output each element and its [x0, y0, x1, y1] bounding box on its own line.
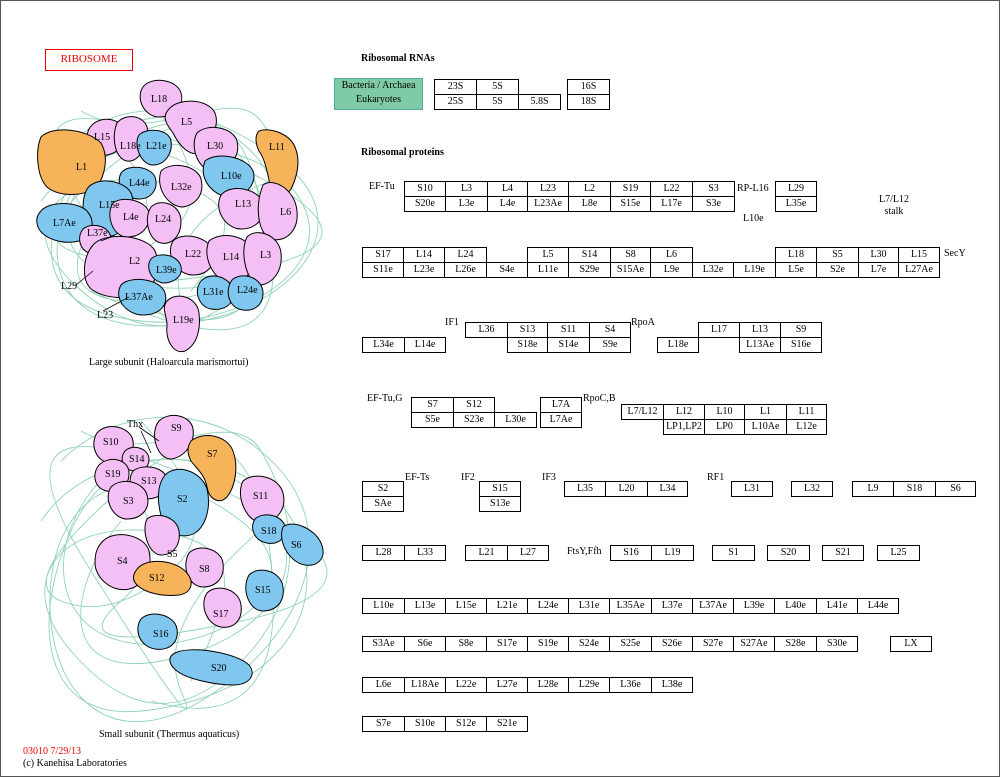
protein-l18e[interactable]: L18e [657, 337, 699, 353]
label-l15: L15 [94, 132, 111, 143]
protein-s30e[interactable]: S30e [816, 636, 858, 652]
protein-s17e[interactable]: S17e [486, 636, 528, 652]
protein-l4e[interactable]: L4e [487, 196, 528, 212]
protein-s6[interactable]: S6 [935, 481, 976, 497]
protein-l23ae[interactable]: L23Ae [527, 196, 569, 212]
label-if3: IF3 [542, 472, 556, 483]
small-subunit-caption: Small subunit (Thermus aquaticus) [99, 729, 240, 740]
label-if1: IF1 [445, 317, 459, 328]
protein-l23[interactable]: L23 [527, 181, 569, 197]
protein-l2[interactable]: L2 [568, 181, 611, 197]
protein-l32e[interactable]: L32e [692, 262, 734, 278]
label-s3: S3 [123, 496, 134, 507]
label-ftsy-ffh: FtsY,Ffh [567, 546, 602, 557]
label-l13: L13 [235, 199, 252, 210]
protein-s9[interactable]: S9 [780, 322, 822, 338]
label-l24: L24 [155, 214, 172, 225]
protein-l21e[interactable]: L21e [486, 598, 528, 614]
protein-s18e[interactable]: S18e [507, 337, 548, 353]
protein-l3[interactable]: L3 [445, 181, 488, 197]
shape-s6 [282, 524, 323, 565]
protein-l18ae[interactable]: L18Ae [404, 677, 446, 693]
protein-s19e[interactable]: S19e [527, 636, 569, 652]
protein-s16[interactable]: S16 [610, 545, 652, 561]
protein-l29[interactable]: L29 [775, 181, 817, 197]
protein-l24[interactable]: L24 [444, 247, 487, 263]
shape-s9 [155, 415, 194, 459]
label-ef-tu: EF-Tu [369, 181, 395, 192]
protein-l28e[interactable]: L28e [527, 677, 569, 693]
protein-l27e[interactable]: L27e [486, 677, 528, 693]
label-s17: S17 [213, 609, 229, 620]
protein-l15[interactable]: L15 [898, 247, 940, 263]
label-s7: S7 [207, 449, 218, 460]
protein-l27ae[interactable]: L27Ae [898, 262, 940, 278]
label-l24e: L24e [237, 285, 258, 296]
label-s13: S13 [141, 476, 157, 487]
label-s9: S9 [171, 423, 182, 434]
protein-l22[interactable]: L22 [650, 181, 693, 197]
protein-l11e[interactable]: L11e [527, 262, 569, 278]
protein-l13e[interactable]: L13e [404, 598, 446, 614]
protein-l34[interactable]: L34 [647, 481, 688, 497]
protein-s3ae[interactable]: S3Ae [362, 636, 405, 652]
label-rpoc-b: RpoC,B [583, 393, 616, 404]
protein-l27[interactable]: L27 [507, 545, 549, 561]
protein-l38e[interactable]: L38e [651, 677, 693, 693]
protein-s7e[interactable]: S7e [362, 716, 405, 732]
label-l11: L11 [269, 142, 285, 153]
rna-5-8s[interactable]: 5.8S [518, 94, 561, 110]
protein-sae[interactable]: SAe [362, 496, 404, 512]
protein-l12e[interactable]: L12e [786, 419, 827, 435]
label-l37e: L37e [87, 228, 108, 239]
protein-l13ae[interactable]: L13Ae [739, 337, 781, 353]
label-thx: Thx [127, 419, 144, 430]
label-l10e: L10e [743, 213, 764, 224]
rna-5s-euk[interactable]: 5S [476, 94, 519, 110]
protein-l28[interactable]: L28 [362, 545, 405, 561]
protein-l3e[interactable]: L3e [445, 196, 488, 212]
label-s16: S16 [153, 629, 169, 640]
protein-s2e[interactable]: S2e [816, 262, 859, 278]
protein-l9e[interactable]: L9e [650, 262, 693, 278]
shape-s17 [204, 588, 241, 627]
protein-s9e[interactable]: S9e [589, 337, 631, 353]
protein-l17e[interactable]: L17e [650, 196, 693, 212]
map-code-date: 03010 7/29/13 [23, 746, 82, 757]
label-l14: L14 [223, 252, 240, 263]
rna-18s[interactable]: 18S [567, 94, 610, 110]
protein-l12[interactable]: L12 [663, 404, 705, 420]
label-l2: L2 [129, 256, 141, 267]
protein-s18[interactable]: S18 [893, 481, 936, 497]
protein-s19[interactable]: S19 [610, 181, 651, 197]
protein-l37e[interactable]: L37e [651, 598, 693, 614]
label-s2: S2 [177, 494, 188, 505]
label-l39e: L39e [156, 265, 177, 276]
protein-l4[interactable]: L4 [487, 181, 528, 197]
protein-s11[interactable]: S11 [547, 322, 590, 338]
rna-23s[interactable]: 23S [434, 79, 477, 95]
shape-l6 [258, 183, 297, 240]
protein-s14e[interactable]: S14e [547, 337, 590, 353]
label-s15: S15 [255, 585, 271, 596]
label-l10e: L10e [221, 171, 242, 182]
ribosomal-proteins-heading: Ribosomal proteins [361, 147, 444, 158]
protein-l34e[interactable]: L34e [362, 337, 405, 353]
protein-l7ae[interactable]: L7Ae [540, 412, 582, 428]
rna-16s[interactable]: 16S [567, 79, 610, 95]
protein-l21[interactable]: L21 [465, 545, 508, 561]
label-s12: S12 [149, 573, 165, 584]
protein-s23e[interactable]: S23e [453, 412, 495, 428]
legend-eukaryotes: Eukaryotes [356, 94, 401, 105]
protein-l36[interactable]: L36 [465, 322, 508, 338]
protein-s6e[interactable]: S6e [404, 636, 446, 652]
protein-s15[interactable]: S15 [479, 481, 521, 497]
protein-l26e[interactable]: L26e [444, 262, 487, 278]
protein-s25e[interactable]: S25e [609, 636, 652, 652]
protein-s10e[interactable]: S10e [404, 716, 446, 732]
protein-l22e[interactable]: L22e [445, 677, 487, 693]
label-s19: S19 [105, 469, 121, 480]
protein-l39e[interactable]: L39e [733, 598, 775, 614]
label-s10: S10 [103, 437, 119, 448]
protein-s14[interactable]: S14 [568, 247, 611, 263]
protein-l8e[interactable]: L8e [568, 196, 611, 212]
protein-l6[interactable]: L6 [650, 247, 693, 263]
label-l44e: L44e [129, 178, 150, 189]
label-rf1: RF1 [707, 472, 725, 483]
protein-l24e[interactable]: L24e [527, 598, 569, 614]
protein-l15e[interactable]: L15e [445, 598, 487, 614]
protein-l33[interactable]: L33 [404, 545, 446, 561]
rna-legend [334, 78, 423, 110]
protein-l7e[interactable]: L7e [858, 262, 899, 278]
protein-l35e[interactable]: L35e [775, 196, 817, 212]
protein-l10[interactable]: L10 [704, 404, 745, 420]
label-l7ae: L7Ae [53, 218, 76, 229]
protein-s1[interactable]: S1 [712, 545, 755, 561]
protein-l29e[interactable]: L29e [568, 677, 610, 693]
label-l30: L30 [207, 141, 224, 152]
protein-s12e[interactable]: S12e [445, 716, 487, 732]
ribosomal-rnas-heading: Ribosomal RNAs [361, 53, 435, 64]
protein-s20[interactable]: S20 [767, 545, 810, 561]
protein-l17[interactable]: L17 [698, 322, 740, 338]
protein-l35[interactable]: L35 [564, 481, 606, 497]
protein-s2[interactable]: S2 [362, 481, 404, 497]
label-l29: L29 [61, 281, 78, 292]
protein-l32[interactable]: L32 [791, 481, 833, 497]
protein-l13[interactable]: L13 [739, 322, 781, 338]
subunit-structures [1, 1, 999, 776]
label-if2: IF2 [461, 472, 475, 483]
protein-s15ae[interactable]: S15Ae [610, 262, 651, 278]
protein-s8[interactable]: S8 [610, 247, 651, 263]
label-l4e: L4e [123, 212, 139, 223]
label-l18: L18 [151, 94, 168, 105]
protein-s21[interactable]: S21 [822, 545, 864, 561]
protein-lx[interactable]: LX [890, 636, 932, 652]
label-s18: S18 [261, 526, 277, 537]
label-l5: L5 [181, 117, 193, 128]
protein-l30[interactable]: L30 [858, 247, 899, 263]
protein-l44e[interactable]: L44e [857, 598, 899, 614]
protein-s26e[interactable]: S26e [651, 636, 693, 652]
label-s4: S4 [117, 556, 128, 567]
map-title[interactable]: RIBOSOME [45, 49, 133, 71]
protein-s5[interactable]: S5 [816, 247, 859, 263]
protein-s12[interactable]: S12 [453, 397, 495, 413]
protein-s13e[interactable]: S13e [479, 496, 521, 512]
protein-l36e[interactable]: L36e [609, 677, 652, 693]
label-l1: L1 [76, 162, 88, 173]
protein-s13[interactable]: S13 [507, 322, 548, 338]
label-s6: S6 [291, 540, 302, 551]
protein-s27ae[interactable]: S27Ae [733, 636, 775, 652]
protein-s20e[interactable]: S20e [404, 196, 446, 212]
protein-s28e[interactable]: S28e [774, 636, 817, 652]
protein-l35ae[interactable]: L35Ae [609, 598, 652, 614]
label-s20: S20 [211, 663, 227, 674]
copyright: (c) Kanehisa Laboratories [23, 758, 127, 769]
protein-l37ae[interactable]: L37Ae [692, 598, 734, 614]
protein-l14e[interactable]: L14e [404, 337, 446, 353]
protein-lp1-lp2[interactable]: LP1,LP2 [663, 419, 705, 435]
protein-s24e[interactable]: S24e [568, 636, 610, 652]
label-s11: S11 [253, 491, 269, 502]
protein-l23e[interactable]: L23e [403, 262, 445, 278]
label-l19e: L19e [173, 315, 194, 326]
label-ef-ts: EF-Ts [405, 472, 430, 483]
protein-s15e[interactable]: S15e [610, 196, 651, 212]
label-l32e: L32e [171, 182, 192, 193]
protein-l10ae[interactable]: L10Ae [744, 419, 787, 435]
protein-s3[interactable]: S3 [692, 181, 735, 197]
protein-s10[interactable]: S10 [404, 181, 446, 197]
protein-l9[interactable]: L9 [852, 481, 894, 497]
protein-l31e[interactable]: L31e [568, 598, 610, 614]
protein-l19[interactable]: L19 [651, 545, 694, 561]
protein-s21e[interactable]: S21e [486, 716, 528, 732]
protein-l20[interactable]: L20 [605, 481, 648, 497]
protein-l7a[interactable]: L7A [540, 397, 582, 413]
protein-l5e[interactable]: L5e [775, 262, 817, 278]
protein-l11[interactable]: L11 [786, 404, 827, 420]
protein-l40e[interactable]: L40e [774, 598, 817, 614]
label-s8: S8 [199, 564, 210, 575]
label-l37ae: L37Ae [125, 292, 153, 303]
protein-s4[interactable]: S4 [589, 322, 631, 338]
label-l7-l12-stalk: L7/L12 stalk [879, 194, 909, 217]
label-l15e: L15e [99, 200, 120, 211]
protein-l31[interactable]: L31 [731, 481, 773, 497]
protein-s5e[interactable]: S5e [411, 412, 454, 428]
protein-l1[interactable]: L1 [744, 404, 787, 420]
large-subunit-caption: Large subunit (Haloarcula marismortui) [89, 357, 249, 368]
protein-s3e[interactable]: S3e [692, 196, 735, 212]
label-l3: L3 [260, 250, 272, 261]
label-l18e: L18e [120, 141, 141, 152]
label-s5: S5 [167, 549, 178, 560]
protein-l10e[interactable]: L10e [362, 598, 405, 614]
protein-l18[interactable]: L18 [775, 247, 817, 263]
protein-l19e[interactable]: L19e [733, 262, 776, 278]
protein-s29e[interactable]: S29e [568, 262, 611, 278]
label-l22: L22 [185, 249, 202, 260]
label-l23: L23 [97, 310, 114, 321]
protein-s8e[interactable]: S8e [445, 636, 487, 652]
label-rpoa: RpoA [631, 317, 655, 328]
protein-s16e[interactable]: S16e [780, 337, 822, 353]
protein-s11e[interactable]: S11e [362, 262, 404, 278]
label-secy: SecY [944, 248, 966, 259]
protein-lp0[interactable]: LP0 [704, 419, 745, 435]
protein-s17[interactable]: S17 [362, 247, 404, 263]
label-s14: S14 [129, 454, 145, 465]
legend-bacteria-archaea: Bacteria / Archaea [341, 80, 416, 91]
protein-s27e[interactable]: S27e [692, 636, 734, 652]
label-rp-l16: RP-L16 [737, 183, 769, 194]
rna-25s[interactable]: 25S [434, 94, 477, 110]
protein-l6e[interactable]: L6e [362, 677, 405, 693]
rna-5s[interactable]: 5S [476, 79, 519, 95]
protein-l5[interactable]: L5 [527, 247, 569, 263]
protein-s7[interactable]: S7 [411, 397, 454, 413]
protein-l25[interactable]: L25 [877, 545, 920, 561]
label-l31e: L31e [203, 287, 224, 298]
label-ef-tu-g: EF-Tu,G [367, 393, 403, 404]
label-l21e: L21e [146, 141, 167, 152]
protein-l14[interactable]: L14 [403, 247, 445, 263]
protein-l41e[interactable]: L41e [816, 598, 858, 614]
protein-l30e[interactable]: L30e [494, 412, 537, 428]
protein-s4e[interactable]: S4e [486, 262, 528, 278]
label-l6: L6 [280, 207, 292, 218]
protein-l7-l12[interactable]: L7/L12 [621, 404, 664, 420]
